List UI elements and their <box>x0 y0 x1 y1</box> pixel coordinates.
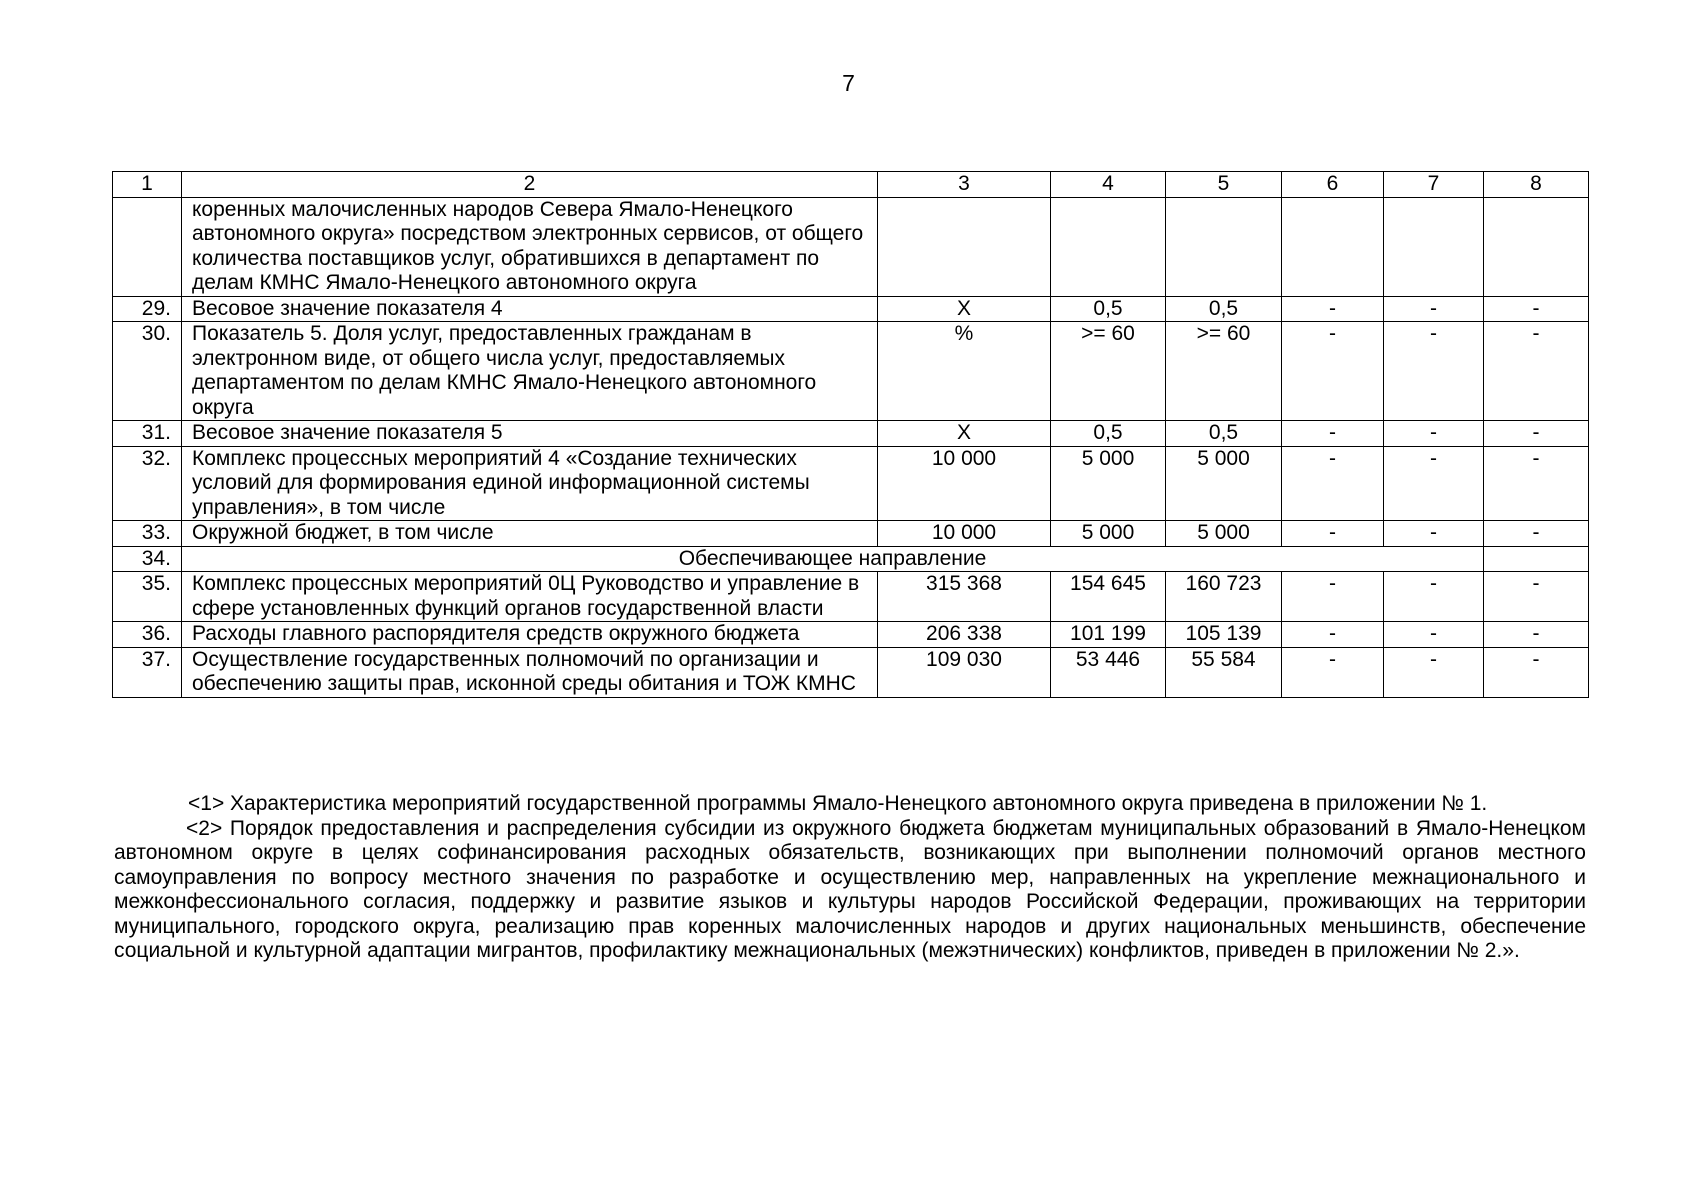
cell-col6: - <box>1282 322 1384 421</box>
row-number: 37. <box>113 647 182 697</box>
cell-col6: - <box>1282 572 1384 622</box>
cell-col7: - <box>1384 572 1484 622</box>
row-number: 30. <box>113 322 182 421</box>
cell-col3: 315 368 <box>878 572 1051 622</box>
row-number: 35. <box>113 572 182 622</box>
row-name: Комплекс процессных мероприятий 0Ц Руководство и управление в сфере установленных функций органов государственной власти <box>182 572 878 622</box>
cell-col6: - <box>1282 296 1384 322</box>
cell-col3: 109 030 <box>878 647 1051 697</box>
indicators-table <box>112 171 1589 698</box>
column-header: 2 <box>182 172 878 198</box>
row-name: Весовое значение показателя 5 <box>182 421 878 447</box>
cell-col5 <box>1166 197 1282 296</box>
cell-col4: 101 199 <box>1051 622 1166 648</box>
cell-col5: 55 584 <box>1166 647 1282 697</box>
cell-col4: 5 000 <box>1051 446 1166 521</box>
footnote-2: <2> Порядок предоставления и распределения субсидии из окружного бюджета бюджетам муниципальных образований в Ямало-Ненецком автономном округе в целях софинансирования расходных обязательств, возникающих при выполнении полномочий органов местного самоуправления по вопросу местного значения по разработке и осуществлению мер, направленных на укрепление межнационального и межконфессионального согласия, поддержку и развитие языков и культуры народов Российской Федерации, проживающих на территории муниципального, городского округа, реализацию прав коренных малочисленных народов и других национальных меньшинств, обеспечение социальной и культурной адаптации мигрантов, профилактику межнациональных (межэтнических) конфликтов, приведен в приложении № 2.». <box>114 816 1586 962</box>
cell-col7: - <box>1384 446 1484 521</box>
cell-col5: 5 000 <box>1166 446 1282 521</box>
column-header: 4 <box>1051 172 1166 198</box>
row-number: 32. <box>113 446 182 521</box>
table-row <box>113 446 1589 521</box>
row-name: Комплекс процессных мероприятий 4 «Создание технических условий для формирования единой информационной системы управления», в том числе <box>182 446 878 521</box>
cell-col6: - <box>1282 622 1384 648</box>
cell-col8: - <box>1484 622 1589 648</box>
cell-col5: 5 000 <box>1166 521 1282 547</box>
table-row <box>113 622 1589 648</box>
cell-col4 <box>1051 197 1166 296</box>
cell-col4: 53 446 <box>1051 647 1166 697</box>
column-header: 5 <box>1166 172 1282 198</box>
row-name: Показатель 5. Доля услуг, предоставленных гражданам в электронном виде, от общего числа услуг, предоставляемых департаментом по делам КМНС Ямало-Ненецкого автономного округа <box>182 322 878 421</box>
cell-col3: X <box>878 421 1051 447</box>
row-number: 31. <box>113 421 182 447</box>
page-number: 7 <box>842 70 855 96</box>
cell-col8: - <box>1484 647 1589 697</box>
cell-col5: >= 60 <box>1166 322 1282 421</box>
cell-col6 <box>1282 197 1384 296</box>
cell-col3: 10 000 <box>878 521 1051 547</box>
cell-col8: - <box>1484 296 1589 322</box>
cell-col8: - <box>1484 572 1589 622</box>
cell-col7: - <box>1384 322 1484 421</box>
cell-col8: - <box>1484 421 1589 447</box>
cell-col3: X <box>878 296 1051 322</box>
cell-col3: 206 338 <box>878 622 1051 648</box>
row-number: 29. <box>113 296 182 322</box>
cell-col7: - <box>1384 421 1484 447</box>
row-name: Весовое значение показателя 4 <box>182 296 878 322</box>
row-name: Осуществление государственных полномочий по организации и обеспечению защиты прав, исконной среды обитания и ТОЖ КМНС <box>182 647 878 697</box>
cell-col4: 0,5 <box>1051 421 1166 447</box>
row-number <box>113 197 182 296</box>
cell-col8 <box>1484 546 1589 572</box>
column-header: 8 <box>1484 172 1589 198</box>
cell-col6: - <box>1282 421 1384 447</box>
cell-col5: 160 723 <box>1166 572 1282 622</box>
table-row <box>113 647 1589 697</box>
row-name: Расходы главного распорядителя средств окружного бюджета <box>182 622 878 648</box>
cell-col8 <box>1484 197 1589 296</box>
cell-col3: 10 000 <box>878 446 1051 521</box>
row-name: коренных малочисленных народов Севера Ямало-Ненецкого автономного округа» посредством электронных сервисов, от общего количества поставщиков услуг, обратившихся в департамент по делам КМНС Ямало-Ненецкого автономного округа <box>182 197 878 296</box>
table-row <box>113 421 1589 447</box>
cell-col4: >= 60 <box>1051 322 1166 421</box>
cell-col6: - <box>1282 647 1384 697</box>
cell-col8: - <box>1484 322 1589 421</box>
cell-col7: - <box>1384 521 1484 547</box>
cell-col7 <box>1384 197 1484 296</box>
row-number: 36. <box>113 622 182 648</box>
footnote-1: <1> Характеристика мероприятий государственной программы Ямало-Ненецкого автономного округа приведена в приложении № 1. <box>188 792 1488 815</box>
cell-col6: - <box>1282 446 1384 521</box>
footnotes <box>114 792 1586 964</box>
header-row <box>113 172 1589 198</box>
table-row <box>113 572 1589 622</box>
table-row <box>113 296 1589 322</box>
cell-col8: - <box>1484 446 1589 521</box>
cell-col5: 105 139 <box>1166 622 1282 648</box>
column-header: 3 <box>878 172 1051 198</box>
cell-col4: 5 000 <box>1051 521 1166 547</box>
cell-col7: - <box>1384 647 1484 697</box>
cell-col3: % <box>878 322 1051 421</box>
cell-col7: - <box>1384 622 1484 648</box>
cell-col3 <box>878 197 1051 296</box>
column-header: 1 <box>113 172 182 198</box>
cell-col5: 0,5 <box>1166 296 1282 322</box>
row-name: Окружной бюджет, в том числе <box>182 521 878 547</box>
table-row <box>113 197 1589 296</box>
cell-col6: - <box>1282 521 1384 547</box>
cell-col5: 0,5 <box>1166 421 1282 447</box>
row-number: 34. <box>113 546 182 572</box>
column-header: 7 <box>1384 172 1484 198</box>
table-row <box>113 521 1589 547</box>
cell-col8: - <box>1484 521 1589 547</box>
section-title: Обеспечивающее направление <box>182 546 1484 572</box>
table-row <box>113 322 1589 421</box>
column-header: 6 <box>1282 172 1384 198</box>
cell-col4: 154 645 <box>1051 572 1166 622</box>
section-row <box>113 546 1589 572</box>
row-number: 33. <box>113 521 182 547</box>
cell-col7: - <box>1384 296 1484 322</box>
cell-col4: 0,5 <box>1051 296 1166 322</box>
